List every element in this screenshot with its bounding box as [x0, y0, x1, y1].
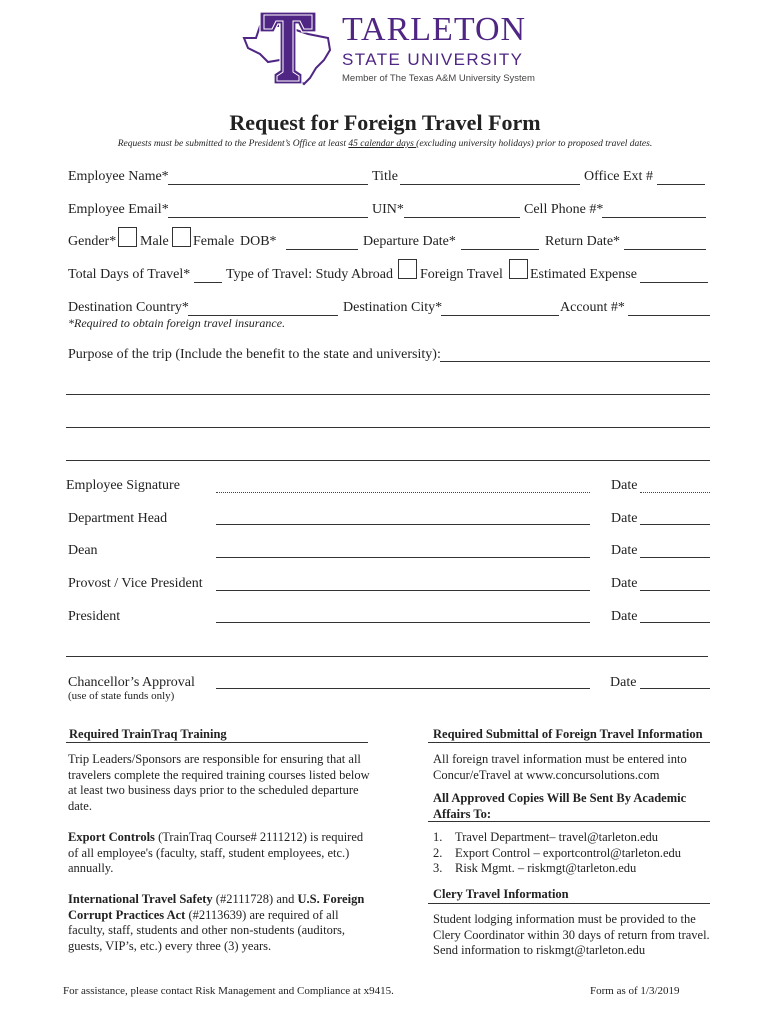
assistance-footer: For assistance, please contact Risk Management and Compliance at x9415.	[63, 985, 394, 997]
list-item	[433, 861, 713, 877]
dob-label: DOB*	[240, 234, 277, 249]
department-head-field[interactable]	[216, 524, 590, 525]
dean-date-label: Date	[611, 543, 638, 558]
return-date-field[interactable]	[624, 249, 706, 250]
copies-heading: All Approved Copies Will Be Sent By Academic Affairs To:	[433, 791, 687, 821]
list-item-number: 1.	[433, 830, 443, 844]
dean-field[interactable]	[216, 557, 590, 558]
purpose-field-line-2[interactable]	[66, 394, 710, 395]
type-of-travel-label: Type of Travel: Study Abroad	[226, 267, 394, 282]
purpose-field-line-3[interactable]	[66, 427, 710, 428]
female-label: Female	[193, 234, 235, 249]
study-abroad-checkbox[interactable]	[398, 259, 417, 279]
section-divider	[66, 656, 708, 657]
department-head-label: Department Head	[68, 511, 168, 526]
form-notice	[0, 138, 770, 150]
copies-list	[433, 830, 713, 877]
employee-name-field[interactable]	[168, 184, 368, 185]
employee-name-label: Employee Name*	[68, 169, 169, 184]
provost-date-field[interactable]	[640, 590, 710, 591]
destination-city-label: Destination City*	[343, 300, 443, 315]
president-date-field[interactable]	[640, 622, 710, 623]
submittal-paragraph: All foreign travel information must be entered into Concur/eTravel at www.concursolutions.com	[433, 752, 687, 782]
destination-city-field[interactable]	[441, 315, 559, 316]
account-label: Account #*	[560, 300, 625, 315]
employee-date-field[interactable]	[640, 492, 710, 493]
title-field[interactable]	[400, 184, 580, 185]
provost-field[interactable]	[216, 590, 590, 591]
list-item-number: 2.	[433, 845, 443, 860]
traintraq-heading: Required TrainTraq Training	[69, 727, 227, 741]
total-days-field[interactable]	[194, 282, 222, 283]
departure-date-label: Departure Date*	[363, 234, 456, 249]
copies-heading-rule	[428, 821, 710, 822]
traintraq-paragraph: Trip Leaders/Sponsors are responsible for ensuring that all travelers complete the required training courses listed below at least two business days prior to the scheduled departure date.	[68, 752, 370, 813]
traintraq-heading-rule	[66, 742, 368, 743]
insurance-note: *Required to obtain foreign travel insurance.	[68, 316, 286, 330]
list-item-text: Risk Mgmt. – riskmgt@tarleton.edu	[455, 861, 637, 875]
provost-date-label: Date	[611, 576, 638, 591]
export-controls-title: Export Controls	[68, 830, 155, 844]
chancellor-note: (use of state funds only)	[68, 690, 175, 702]
estimated-expense-label: Estimated Expense	[530, 267, 637, 282]
employee-email-label: Employee Email*	[68, 202, 169, 217]
dean-label: Dean	[68, 543, 98, 558]
employee-signature-label: Employee Signature	[66, 478, 180, 493]
cell-phone-label: Cell Phone #*	[524, 202, 604, 217]
departure-date-field[interactable]	[461, 249, 539, 250]
chancellor-label: Chancellor’s Approval	[68, 675, 195, 690]
cell-phone-field[interactable]	[602, 217, 706, 218]
return-date-label: Return Date*	[545, 234, 621, 249]
president-field[interactable]	[216, 622, 590, 623]
form-title: Request for Foreign Travel Form	[229, 110, 541, 135]
clery-heading: Clery Travel Information	[433, 887, 569, 901]
purpose-field-line-4[interactable]	[66, 460, 710, 461]
list-item	[433, 846, 713, 862]
travel-safety-text: (#2113639) are required of all faculty, staff, students and other non-students (auditors, guests, VIP’s, etc.) every three (3) years.	[68, 907, 346, 953]
foreign-travel-label: Foreign Travel	[420, 267, 503, 282]
estimated-expense-field[interactable]	[640, 282, 708, 283]
submittal-heading: Required Submittal of Foreign Travel Information	[433, 727, 703, 741]
chancellor-field[interactable]	[216, 688, 590, 689]
notice-text-end: (excluding university holidays) prior to proposed travel dates.	[416, 139, 653, 149]
employee-date-label: Date	[611, 478, 638, 493]
logo-name: TARLETON	[342, 11, 527, 48]
male-checkbox[interactable]	[118, 227, 137, 247]
president-label: President	[68, 609, 121, 624]
purpose-label: Purpose of the trip (Include the benefit to the state and university):	[68, 347, 441, 362]
destination-country-label: Destination Country*	[68, 300, 189, 315]
account-field[interactable]	[628, 315, 710, 316]
logo-member-text: Member of The Texas A&M University System	[342, 73, 535, 84]
notice-underlined: 45 calendar days	[348, 139, 417, 149]
female-checkbox[interactable]	[172, 227, 191, 247]
export-controls-paragraph	[68, 830, 374, 877]
office-ext-field[interactable]	[657, 184, 705, 185]
fcpa-title: U.S. Foreign Corrupt Practices Act	[68, 892, 365, 922]
logo-subtitle: STATE UNIVERSITY	[342, 50, 524, 69]
dean-date-field[interactable]	[640, 557, 710, 558]
title-label: Title	[372, 169, 398, 184]
travel-safety-title: International Travel Safety	[68, 892, 213, 906]
president-date-label: Date	[611, 609, 638, 624]
department-head-date-label: Date	[611, 511, 638, 526]
purpose-field-line-1[interactable]	[440, 361, 710, 362]
list-item	[433, 830, 713, 846]
list-item-text: Travel Department– travel@tarleton.edu	[455, 830, 658, 844]
uin-label: UIN*	[372, 202, 404, 217]
list-item-text: Export Control – exportcontrol@tarleton.edu	[455, 845, 682, 860]
form-date-footer: Form as of 1/3/2019	[590, 985, 680, 997]
foreign-travel-checkbox[interactable]	[509, 259, 528, 279]
employee-email-field[interactable]	[168, 217, 368, 218]
male-label: Male	[140, 234, 169, 249]
notice-text: Requests must be submitted to the President’s Office at least	[117, 139, 349, 149]
chancellor-date-field[interactable]	[640, 688, 710, 689]
list-item-number: 3.	[433, 861, 443, 875]
uin-field[interactable]	[404, 217, 520, 218]
chancellor-date-label: Date	[610, 675, 637, 690]
clery-heading-rule	[428, 903, 710, 904]
university-logo	[238, 8, 538, 88]
export-controls-text: (TrainTraq Course# 2111212) is required of all employee's (faculty, staff, student employees, etc.) annually.	[68, 830, 364, 875]
travel-safety-course: (#2111728) and	[212, 892, 298, 906]
provost-label: Provost / Vice President	[68, 576, 203, 591]
department-head-date-field[interactable]	[640, 524, 710, 525]
clery-paragraph: Student lodging information must be provided to the Clery Coordinator within 30 days of return from travel. Send information to riskmgt@tarleton.edu	[433, 912, 710, 957]
employee-signature-field[interactable]	[216, 492, 590, 493]
gender-label: Gender*	[68, 234, 117, 249]
dob-field[interactable]	[286, 249, 358, 250]
travel-safety-paragraph	[68, 892, 374, 954]
office-ext-label: Office Ext #	[584, 169, 653, 184]
total-days-label: Total Days of Travel*	[68, 267, 191, 282]
texas-t-logo-icon	[238, 8, 338, 88]
submittal-heading-rule	[428, 742, 710, 743]
